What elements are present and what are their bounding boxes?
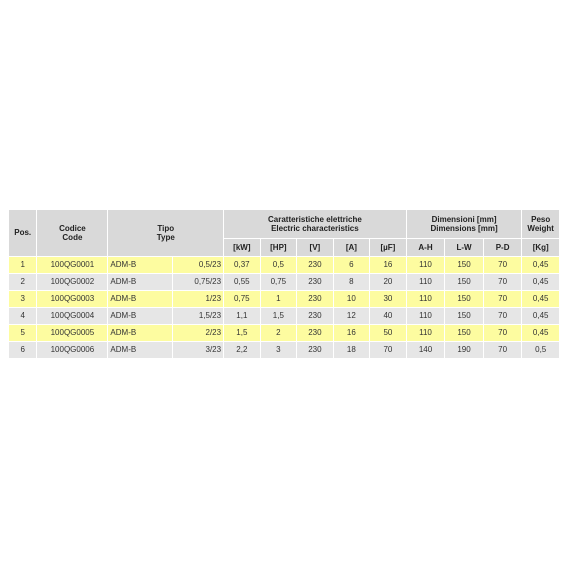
cell-hp: 0,5 [260,257,297,274]
cell-a: 10 [333,291,370,308]
cell-kg: 0,45 [522,325,560,342]
cell-ratio: 3/23 [173,342,224,359]
unit-hp: [HP] [260,239,297,257]
cell-pd: 70 [483,325,522,342]
cell-code: 100QG0001 [37,257,108,274]
header-code-it: Codice [59,223,86,233]
cell-pd: 70 [483,257,522,274]
cell-v: 230 [297,257,334,274]
cell-code: 100QG0004 [37,308,108,325]
header-code [37,210,108,257]
unit-lw: L-W [445,239,484,257]
cell-model: ADM-B [108,257,173,274]
cell-kw: 1,5 [224,325,261,342]
spec-table-wrapper [8,209,560,359]
cell-pos: 5 [9,325,37,342]
cell-kg: 0,5 [522,342,560,359]
cell-model: ADM-B [108,342,173,359]
cell-kg: 0,45 [522,308,560,325]
header-electric-en: Electric characteristics [271,224,359,233]
cell-code: 100QG0006 [37,342,108,359]
header-dimensions-it: Dimensioni [mm] [431,214,497,224]
cell-lw: 150 [445,325,484,342]
unit-kg: [Kg] [522,239,560,257]
cell-ah: 110 [406,291,445,308]
header-code-en: Code [62,233,83,242]
cell-ratio: 1,5/23 [173,308,224,325]
cell-pd: 70 [483,308,522,325]
cell-uf: 50 [370,325,407,342]
cell-pos: 4 [9,308,37,325]
header-weight [522,210,560,239]
cell-model: ADM-B [108,291,173,308]
cell-model: ADM-B [108,308,173,325]
cell-lw: 150 [445,257,484,274]
cell-lw: 150 [445,291,484,308]
cell-kw: 0,75 [224,291,261,308]
header-dimensions [406,210,522,239]
cell-kw: 0,55 [224,274,261,291]
cell-uf: 70 [370,342,407,359]
cell-code: 100QG0005 [37,325,108,342]
header-dimensions-en: Dimensions [mm] [430,224,498,233]
cell-kg: 0,45 [522,257,560,274]
cell-ah: 140 [406,342,445,359]
cell-pos: 6 [9,342,37,359]
cell-lw: 150 [445,308,484,325]
cell-pos: 3 [9,291,37,308]
cell-ratio: 0,5/23 [173,257,224,274]
cell-ratio: 0,75/23 [173,274,224,291]
cell-ah: 110 [406,257,445,274]
cell-ah: 110 [406,274,445,291]
cell-uf: 40 [370,308,407,325]
spec-table [8,209,560,359]
unit-ah: A-H [406,239,445,257]
table-row [9,308,560,325]
unit-kw: [kW] [224,239,261,257]
header-type [108,210,224,257]
cell-a: 8 [333,274,370,291]
cell-hp: 3 [260,342,297,359]
table-row [9,274,560,291]
cell-ah: 110 [406,308,445,325]
cell-lw: 150 [445,274,484,291]
header-weight-en: Weight [527,224,554,233]
cell-kw: 2,2 [224,342,261,359]
header-pos: Pos. [9,210,37,257]
cell-v: 230 [297,325,334,342]
cell-v: 230 [297,274,334,291]
cell-uf: 30 [370,291,407,308]
cell-pd: 70 [483,274,522,291]
cell-code: 100QG0002 [37,274,108,291]
header-type-en: Type [156,233,175,242]
cell-kg: 0,45 [522,274,560,291]
unit-pd: P-D [483,239,522,257]
cell-ah: 110 [406,325,445,342]
cell-a: 6 [333,257,370,274]
header-type-it: Tipo [157,223,175,233]
cell-ratio: 2/23 [173,325,224,342]
cell-pd: 70 [483,291,522,308]
cell-model: ADM-B [108,274,173,291]
cell-hp: 1 [260,291,297,308]
cell-kw: 0,37 [224,257,261,274]
header-electric-it: Caratteristiche elettriche [267,214,362,224]
cell-hp: 2 [260,325,297,342]
cell-lw: 190 [445,342,484,359]
cell-kw: 1,1 [224,308,261,325]
cell-model: ADM-B [108,325,173,342]
unit-v: [V] [297,239,334,257]
cell-v: 230 [297,342,334,359]
cell-a: 12 [333,308,370,325]
cell-hp: 1,5 [260,308,297,325]
unit-a: [A] [333,239,370,257]
table-row [9,257,560,274]
cell-v: 230 [297,291,334,308]
table-row [9,325,560,342]
header-electric [224,210,407,239]
cell-hp: 0,75 [260,274,297,291]
cell-kg: 0,45 [522,291,560,308]
cell-code: 100QG0003 [37,291,108,308]
cell-uf: 16 [370,257,407,274]
unit-uf: [µF] [370,239,407,257]
cell-a: 16 [333,325,370,342]
table-row [9,342,560,359]
cell-uf: 20 [370,274,407,291]
cell-pos: 2 [9,274,37,291]
cell-ratio: 1/23 [173,291,224,308]
table-row [9,291,560,308]
cell-pd: 70 [483,342,522,359]
cell-pos: 1 [9,257,37,274]
cell-v: 230 [297,308,334,325]
header-weight-it: Peso [531,214,551,224]
cell-a: 18 [333,342,370,359]
